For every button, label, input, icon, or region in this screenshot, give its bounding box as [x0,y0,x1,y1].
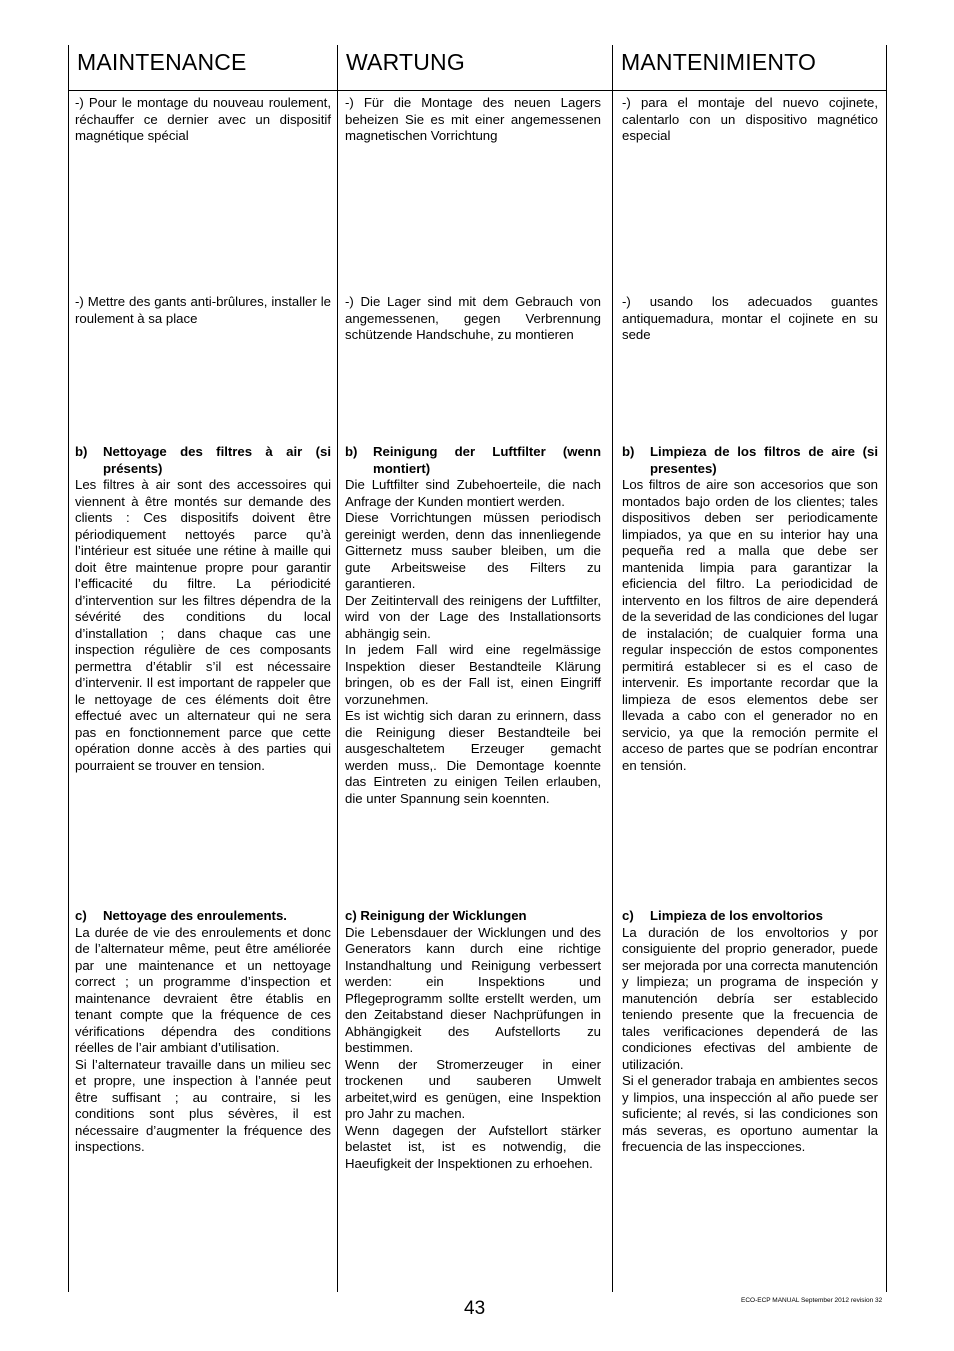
header-rule [68,90,886,91]
filters-section-fr [75,444,331,774]
column-divider-right [886,45,887,1292]
bearing-heat-text-fr: -) Pour le montage du nouveau roulement, réchauffer ce dernier avec un dispositif magnétique spécial [75,95,331,143]
column-divider-2 [612,45,613,1292]
filters-heading-fr: b) Nettoyage des filtres à air (si présents) [75,444,331,476]
bearing-gloves-text-de: -) Die Lager sind mit dem Gebrauch von angemessenen, gegen Verbrennung schützende Handschuhe, zu montieren [345,294,601,342]
windings-paragraph-de: Wenn dagegen der Aufstellort stärker belastet ist, ist es notwendig, die Haeufigkeit der Inspektionen zu erhoehen. [345,1122,601,1171]
filters-section-de [345,444,601,807]
column-divider-left [68,45,69,1292]
column-title-es: MANTENIMIENTO [621,49,817,75]
windings-section-es [622,908,878,1156]
windings-paragraph-de: Wenn der Stromerzeuger in einer trockenen und sauberen Umwelt arbeitet,wird es genügen, eine Inspektion pro Jahr zu machen. [345,1056,601,1121]
column-title-fr: MAINTENANCE [77,49,247,75]
filters-paragraph-de: Der Zeitintervall des reinigens der Luftfilter, wird von der Lage des Installationsorts abhängig sein. [345,592,601,641]
filters-heading-es: b) Limpieza de los filtros de aire (si presentes) [622,444,878,476]
filters-paragraph-de: Die Luftfilter sind Zubehoerteile, die nach Anfrage der Kunden montiert werden. [345,477,601,509]
windings-heading-es: c) Limpieza de los envoltorios [622,908,823,923]
windings-paragraph-es: Si el generador trabaja en ambientes secos y limpios, una inspección al año puede ser suficiente; al revés, si las condiciones son más severas, es oportuno aumentar la frecuencia de las inspecciones. [622,1073,878,1154]
page-number: 43 [464,1298,486,1319]
bearing-gloves-text-fr: -) Mettre des gants anti-brûlures, installer le roulement à sa place [75,294,331,326]
filters-paragraph-fr: Les filtres à air sont des accessoires qui viennent à être montés sur demande des clients : Ces dispositifs doivent être périodiquement nettoyés parce qu’à l’intérieur est située une rétine à maille qui doit être maintenue propre pour garantir l’efficacité du filtre. La périodicité d’intervention sur les filtres dépendra de la sévérité des conditions du local d’installation ; dans chaque cas une inspection régulière de ces composants permettra d’établir s’il est nécessaire d’intervenir. Il est important de rappeler que le nettoyage de ces éléments doit être effectué avec un alternateur qui ne sera pas en fonctionnement parce que cette opération donne accès à des parties qui pourraient se trouver en tension. [75,477,331,773]
filters-paragraph-de: Es ist wichtig sich daran zu erinnern, dass die Reinigung dieser Bestandteile bei ausgeschaltetem Erzeuger gemacht werden muss,. Die Demontage koennte das Eintreten zu einigen Teilen erlauben, die unter Spannung sein koennten. [345,708,601,806]
bearing-heat-text-de: -) Für die Montage des neuen Lagers beheizen Sie es mit einer angemessenen magnetischen Vorrichtung [345,95,601,143]
windings-section-fr [75,908,331,1156]
windings-heading-de: c) Reinigung der Wicklungen [345,908,527,923]
bearing-heat-text-es: -) para el montaje del nuevo cojinete, calentarlo con un dispositivo magnético especial [622,95,878,143]
windings-paragraph-es: La duración de los envoltorios y por consiguiente del proprio generador, puede ser mejorada por una correcta manutención y limpieza; un programa de inspeción y manutención debría ser establecido teniendo presente que la frecuencia de tales verificaciones dependerá de las condiciones efectivas del ambiente de utilización. [622,924,878,1072]
filters-section-es [622,444,878,774]
column-title-de: WARTUNG [346,49,465,75]
document-footer: ECO-ECP MANUAL September 2012 revision 32 [741,1297,883,1304]
windings-section-de [345,908,601,1172]
windings-paragraph-fr: Si l’alternateur travaille dans un milieu sec et propre, une inspection à l’année peut être suffisant ; au contraire, si les conditions sont plus sévères, il est nécessaire d’augmenter la fréquence des inspections. [75,1056,331,1154]
column-divider-1 [337,45,338,1292]
filters-paragraph-de: Diese Vorrichtungen müssen periodisch gereinigt werden, denn das innenliegende Gitternetz muss sauber bleiben, um die gute Arbeitsweise des Filters zu garantieren. [345,510,601,591]
filters-paragraph-es: Los filtros de aire son accesorios que son montados bajo orden de los clientes; tales dispositivos deben ser periodicamente limpiados, ya que en su interior hay una pequeña red a malla que debe ser mantenida limpia para garantizar la eficiencia del filtro. La periodicidad de intervento en los filtros de aire dependerá de la severidad de las condiciones del lugar de instalación; de cualquier forma una regular inspección de estos componentes permitirá establecer si es el caso de intervenir. Es importante recordar que la limpieza de esos elementos debe ser llevada a cabo con el generador no en servicio, ya que la remoción permite el acceso de partes que se podrían encontrar en tensión. [622,477,878,773]
windings-heading-fr: c) Nettoyage des enroulements. [75,908,287,923]
filters-paragraph-de: In jedem Fall wird eine regelmässige Inspektion dieser Bestandteile Klärung bringen, ob es der Fall ist, einen Eingriff vorzunehmen. [345,642,601,707]
windings-paragraph-de: Die Lebensdauer der Wicklungen und des Generators kann durch eine richtige Instandhaltung und Reinigung verbessert werden: ein Inspektions und Pflegeprogramm sollte erstellt werden, um den Zeitabstand dieser Nachprüfungen in Abhängigkeit des Aufstellorts zu bestimmen. [345,924,601,1055]
filters-heading-de: b) Reinigung der Luftfilter (wenn montiert) [345,444,601,476]
windings-paragraph-fr: La durée de vie des enroulements et donc de l’alternateur même, peut être améliorée par une maintenance et un nettoyage correct ; un programme d’inspection et maintenance devraient être établis en tenant compte que la fréquence de ces vérifications dépendra des conditions réelles de l’air ambiant d’utilisation. [75,924,331,1055]
bearing-gloves-text-es: -) usando los adecuados guantes antiquemadura, montar el cojinete en su sede [622,294,878,342]
